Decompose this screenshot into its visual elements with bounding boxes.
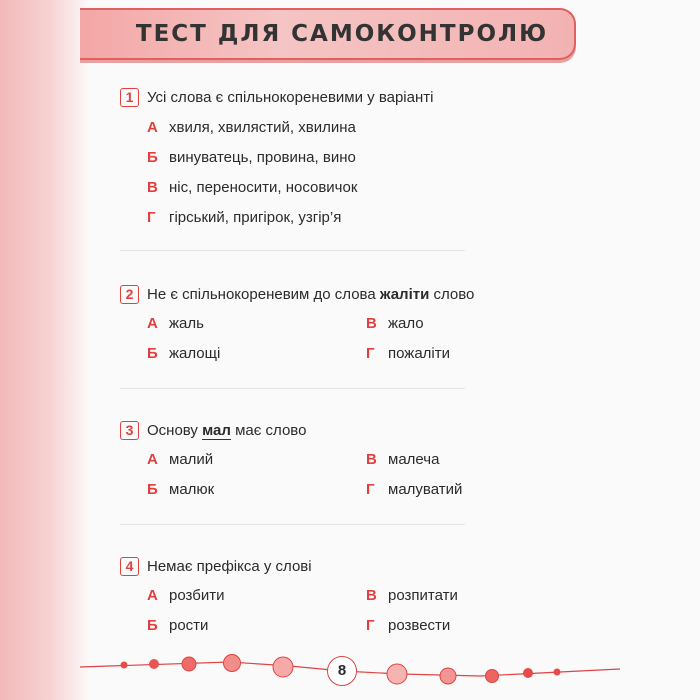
question-number: 4 (120, 557, 139, 576)
question-3 (120, 421, 306, 440)
option-text: малеча (388, 451, 440, 468)
option-text: розбити (169, 587, 225, 604)
question-text: Усі слова є спільнокореневими у варіанті (147, 89, 434, 106)
option-letter: В (366, 587, 377, 604)
option-text: жаль (169, 315, 204, 332)
question-keyword: мал (202, 421, 231, 439)
option[interactable] (147, 451, 213, 468)
option[interactable] (366, 617, 450, 634)
option-letter: Г (366, 345, 375, 362)
page-number: 8 (327, 656, 357, 686)
page-title: ТЕСТ ДЛЯ САМОКОНТРОЛЮ (135, 21, 549, 47)
option-letter: Б (147, 617, 158, 634)
option-letter: А (147, 451, 158, 468)
question-2 (120, 285, 474, 304)
option-letter: Б (147, 481, 158, 498)
question-4 (120, 557, 312, 576)
option[interactable] (366, 315, 424, 332)
question-keyword: жаліти (379, 286, 430, 303)
divider (120, 524, 465, 525)
option[interactable] (147, 481, 214, 498)
option-text: винуватець, провина, вино (169, 149, 356, 166)
option-letter: А (147, 315, 158, 332)
title-banner (80, 8, 576, 60)
option[interactable] (147, 617, 208, 634)
divider (120, 388, 465, 389)
option-text: рости (169, 617, 209, 634)
option-text: малий (169, 451, 214, 468)
option-letter: В (366, 451, 377, 468)
option[interactable] (366, 587, 458, 604)
option-text: хвиля, хвилястий, хвилина (169, 119, 356, 136)
option-letter: А (147, 119, 158, 136)
option[interactable] (147, 315, 204, 332)
question-number: 3 (120, 421, 139, 440)
question-text: Не є спільнокореневим до слова (147, 286, 376, 303)
question-text: має слово (235, 422, 307, 439)
divider (120, 250, 465, 251)
option-text: ніс, переносити, носовичок (169, 179, 358, 196)
question-number: 1 (120, 88, 139, 107)
option[interactable] (147, 149, 356, 166)
question-text: Основу (147, 422, 198, 439)
option-letter: В (147, 179, 158, 196)
option[interactable] (147, 179, 357, 196)
option[interactable] (366, 451, 439, 468)
question-number: 2 (120, 285, 139, 304)
option-text: жалощі (169, 345, 221, 362)
question-text: слово (433, 286, 475, 303)
option-letter: В (366, 315, 377, 332)
option[interactable] (366, 481, 462, 498)
option[interactable] (147, 587, 224, 604)
option-text: пожаліти (388, 345, 451, 362)
option[interactable] (366, 345, 450, 362)
option-text: гірський, пригірок, узгір’я (169, 209, 342, 226)
option-text: жало (388, 315, 424, 332)
question-1 (120, 88, 433, 107)
option-letter: Б (147, 149, 158, 166)
option-letter: Б (147, 345, 158, 362)
option-text: малюк (169, 481, 215, 498)
option[interactable] (147, 345, 220, 362)
page-margin (0, 0, 90, 700)
option-letter: Г (366, 481, 375, 498)
option-text: розвести (388, 617, 451, 634)
option-letter: Г (366, 617, 375, 634)
option[interactable] (147, 209, 341, 226)
question-text: Немає префікса у слові (147, 558, 312, 575)
option-text: малуватий (388, 481, 463, 498)
option-letter: Г (147, 209, 156, 226)
option-text: розпитати (388, 587, 458, 604)
option[interactable] (147, 119, 356, 136)
option-letter: А (147, 587, 158, 604)
